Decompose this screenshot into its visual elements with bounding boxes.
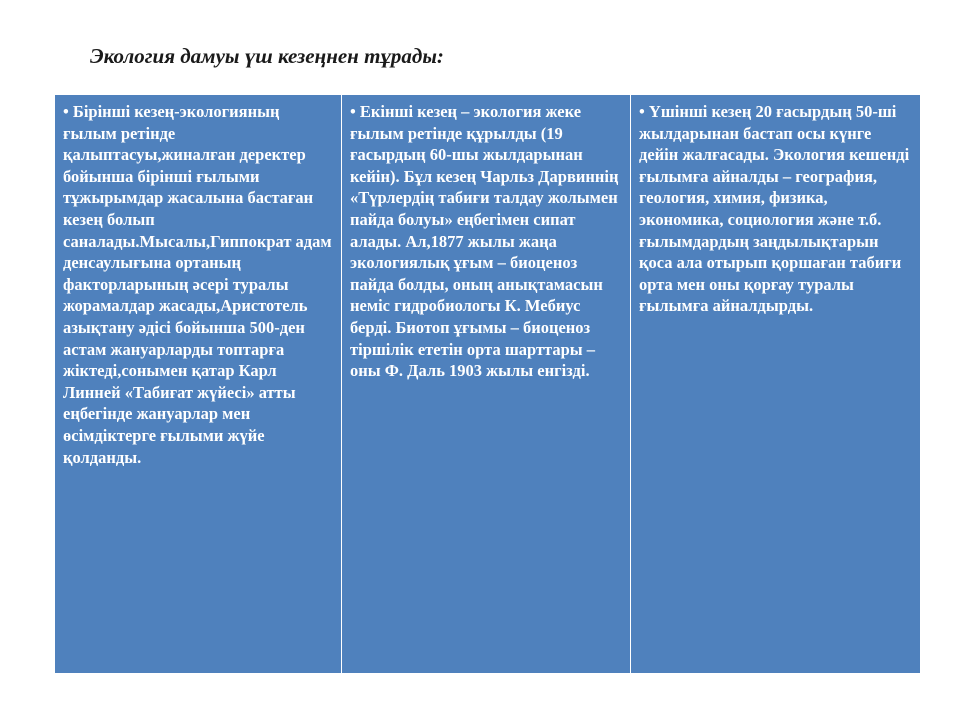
table-row bbox=[55, 95, 921, 674]
bullet-icon: • bbox=[63, 102, 73, 121]
stage-text-2: Екінші кезең – экология жеке ғылым ретінде құрылды (19 ғасырдың 60-шы жылдарынан кейін). Бұл кезең Чарльз Дарвиннің «Түрлердің табиғи талдау жолымен пайда болуы» еңбегімен сипат алады. Ал,1877 жылы жаңа экологиялық ұғым – биоценоз пайда болды, оның анықтамасын неміс гидробиологы К. Мебиус берді. Биотоп ұғымы – биоценоз тіршілік ететін орта шарттары – оны Ф. Даль 1903 жылы енгізді. bbox=[350, 102, 619, 381]
stage-cell-1 bbox=[55, 95, 342, 674]
stage-text-1: Бірінші кезең-экологияның ғылым ретінде қалыптасуы,жиналған деректер бойынша бірінші ғылыми тұжырымдар жасалына бастаған кезең болып саналады.Мысалы,Гиппократ адам денсаулығына ортаның факторларының әсері туралы жорамалдар жасады,Аристотель азықтану әдісі бойынша 500-ден астам жануарларды топтарға жіктеді,сонымен қатар Карл Линней «Табиғат жүйесі» атты еңбегінде жануарлар мен өсімдіктерге ғылыми жүйе қолданды. bbox=[63, 102, 332, 467]
bullet-icon: • bbox=[639, 102, 649, 121]
stages-table bbox=[54, 94, 921, 674]
stage-text-3: Үшінші кезең 20 ғасырдың 50-ші жылдарынан бастап осы күнге дейін жалғасады. Экология кешенді ғылымға айналды – география, геология, химия, физика, экономика, социология және т.б. ғылымдардың заңдылықтарын қоса ала отырып қоршаған табиғи орта мен оны қорғау туралы ғылымға айналдырды. bbox=[639, 102, 910, 316]
bullet-icon: • bbox=[350, 102, 360, 121]
slide-title: Экология дамуы үш кезеңнен тұрады: bbox=[90, 44, 444, 68]
stage-cell-2 bbox=[342, 95, 631, 674]
stage-cell-3 bbox=[631, 95, 921, 674]
